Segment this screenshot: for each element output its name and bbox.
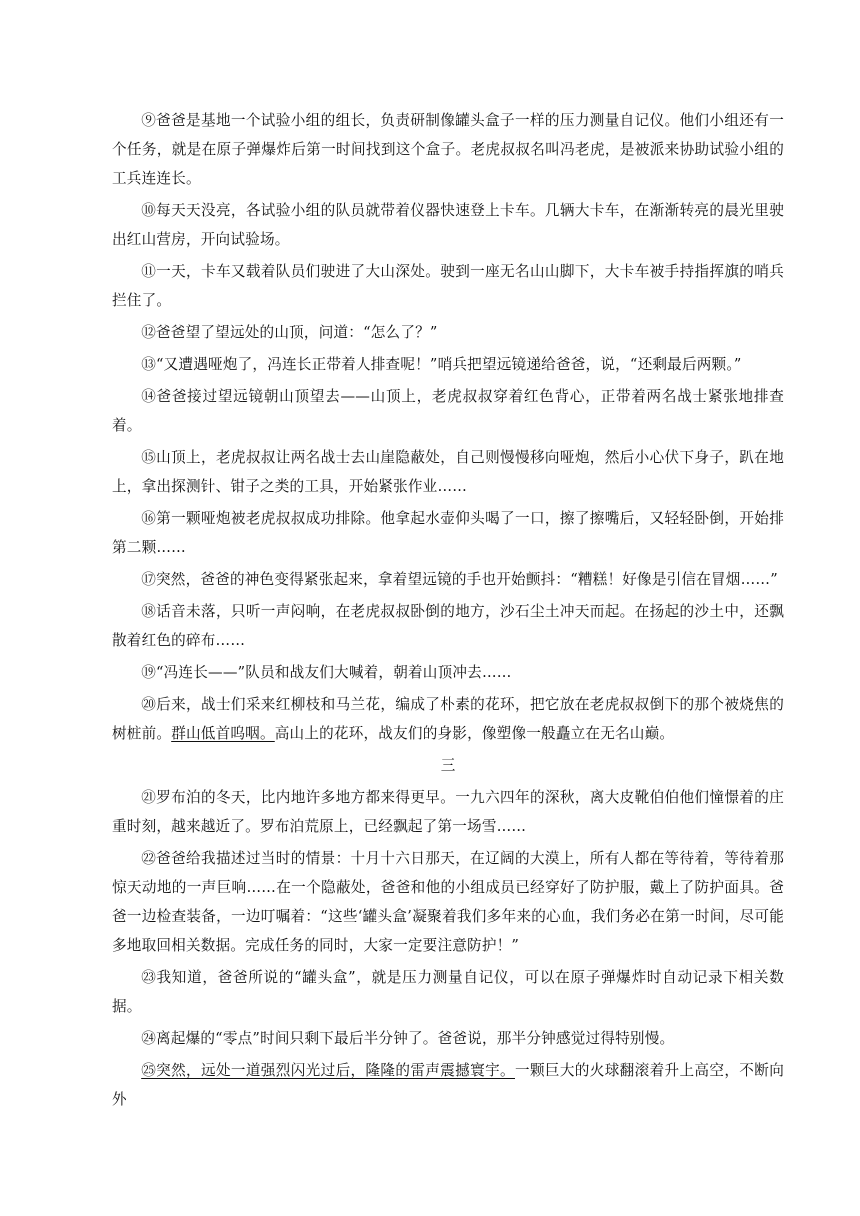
paragraph-23: ㉓我知道，爸爸所说的“罐头盒”，就是压力测量自记仪，可以在原子弹爆炸时自动记录下相关数据。 (112, 969, 784, 1015)
paragraph-20-underlined: 群山低首呜咽。 (171, 725, 275, 742)
paragraph-18: ⑱话音未落，只听一声闷响，在老虎叔叔卧倒的地方，沙石尘土冲天而起。在扬起的沙土中，还飘散着红色的碎布…… (112, 603, 784, 649)
paragraph-19: ⑲“冯连长——”队员和战友们大喊着，朝着山顶冲去…… (141, 664, 512, 681)
paragraph-20 (112, 690, 784, 748)
paragraph-22: ㉒爸爸给我描述过当时的情景：十月十六日那天，在辽阔的大漠上，所有人都在等待着，等待着那惊天动地的一声巨响……在一个隐蔽处，爸爸和他的小组成员已经穿好了防护服，戴上了防护面具。爸爸一边检查装备，一边叮嘱着：“这些‘罐头盒’凝聚着我们多年来的心血，我们务必在第一时间，尽可能多地取回相关数据。完成任务的同时，大家一定要注意防护！” (112, 850, 784, 954)
paragraph-25 (112, 1056, 784, 1114)
paragraph-13: ⑬“又遭遇哑炮了，冯连长正带着人排查呢！”哨兵把望远镜递给爸爸，说，“还剩最后两颗。” (141, 356, 742, 373)
paragraph-9: ⑨爸爸是基地一个试验小组的组长，负责研制像罐头盒子一样的压力测量自记仪。他们小组还有一个任务，就是在原子弹爆炸后第一时间找到这个盒子。老虎叔叔名叫冯老虎，是被派来协助试验小组的工兵连连长。 (112, 112, 784, 187)
paragraph-21: ㉑罗布泊的冬天，比内地许多地方都来得更早。一九六四年的深秋，离大皮靴伯伯他们憧憬着的庄重时刻，越来越近了。罗布泊荒原上，已经飘起了第一场雪…… (112, 789, 784, 835)
paragraph-10: ⑩每天天没亮，各试验小组的队员就带着仪器快速登上卡车。几辆大卡车，在渐渐转亮的晨光里驶出红山营房，开向试验场。 (112, 202, 784, 248)
paragraph-17: ⑰突然，爸爸的神色变得紧张起来，拿着望远镜的手也开始颤抖：“糟糕！好像是引信在冒烟……” (141, 571, 778, 588)
paragraph-14: ⑭爸爸接过望远镜朝山顶望去——山顶上，老虎叔叔穿着红色背心，正带着两名战士紧张地排查着。 (112, 388, 784, 434)
paragraph-16: ⑯第一颗哑炮被老虎叔叔成功排除。他拿起水壶仰头喝了一口，擦了擦嘴后，又轻轻卧倒，开始排第二颗…… (112, 510, 784, 556)
paragraph-12: ⑫爸爸望了望远处的山顶，问道：“怎么了？” (141, 324, 438, 341)
paragraph-15: ⑮山顶上，老虎叔叔让两名战士去山崖隐蔽处，自己则慢慢移向哑炮，然后小心伏下身子，趴在地上，拿出探测针、钳子之类的工具，开始紧张作业…… (112, 449, 784, 495)
paragraph-11: ⑪一天，卡车又载着队员们驶进了大山深处。驶到一座无名山山脚下，大卡车被手持指挥旗的哨兵拦住了。 (112, 263, 784, 309)
paragraph-20-text: ⑳后来，战士们采来红柳枝和马兰花，编成了朴素的花环，把它放在老虎叔叔倒下的那个被烧焦的树桩前。 (112, 696, 784, 742)
section-heading-3: 三 (440, 757, 456, 774)
paragraph-25-underlined: ㉕突然，远处一道强烈闪光过后，隆隆的雷声震撼寰宇。 (141, 1062, 515, 1079)
paragraph-25-text: 一颗巨大的火球翻滚着升上高空，不断向外 (112, 1062, 784, 1108)
paragraph-24: ㉔离起爆的“零点”时间只剩下最后半分钟了。爸爸说，那半分钟感觉过得特别慢。 (141, 1030, 675, 1047)
paragraph-20-text-end: 高山上的花环，战友们的身影，像塑像一般矗立在无名山巅。 (274, 725, 675, 742)
